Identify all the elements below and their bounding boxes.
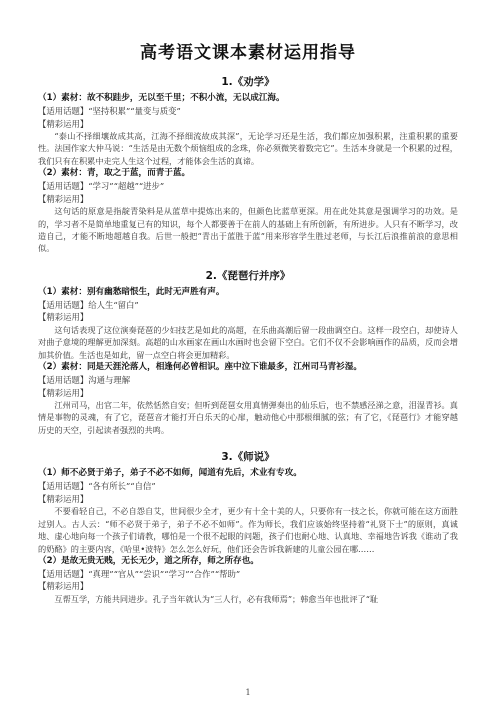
usage-label: 【精彩运用】	[38, 581, 89, 592]
usage-label: 【精彩运用】	[38, 118, 89, 129]
usage-label: 【精彩运用】	[38, 193, 89, 204]
document-body	[38, 70, 458, 605]
usage-paragraph: 不要看轻自己，不必自怨自艾，世间很少全才，更少有十全十美的人，只要你有一技之长，你就可能在这方面胜过别人。古人云：“师不必贤于弟子，弟子不必不如师”。作为师长，我们应该始终坚持着“礼贤下士”的原则，真诚地、虚心地向每一个孩子们请教，哪怕是一个很不起眼的问题，孩子们也耐心地、认真地、幸福地告诉我《谁动了我的奶酪》的主要内容，《哈里•波特》怎么怎么好玩，他们还会告诉我新建的儿童公园在哪……	[38, 506, 458, 554]
usage-paragraph: 江州司马，出官二年，依然恬然自安；但听到琵琶女用真情弹奏出的仙乐后，也不禁感泾涕之意，泪湿青衫。真情是事物的灵魂，有了它，琵琶音才能打开白乐天的心扉，触动他心中那根细腻的弦；有了它，《琵琶行》才能穿越历史的天空，引起读者强烈的共鸣。	[38, 400, 458, 435]
material-line: （2）素材：青，取之于蓝，而青于蓝。	[38, 168, 191, 179]
section-heading: 2.《琵琶行并序》	[205, 269, 291, 282]
usage-label: 【精彩运用】	[38, 312, 89, 323]
usage-paragraph: 这句话表现了这位演奏琵琶的少妇技艺是如此的高超，在乐曲高潮后留一段曲调空白。这样一段空白，却使诗人对曲子意境的理解更加深刻。高超的山水画家在画山水画时也会留下空白。它们不仅不会影响画作的品质，反而会增加其价值。生活也是如此，留一点空白将会更加精彩。	[38, 324, 458, 360]
usage-paragraph: 互帮互学，方能共同进步。孔子当年就认为“三人行，必有我师焉”；韩愈当年也批评了“耻	[54, 593, 379, 604]
usage-paragraph: “泰山不择细壤故成其高，江海不择细流故成其深”，无论学习还是生活，我们都应加强积累，注重积累的重要性。法国作家大仲马说：“生活是由无数个烦恼组成的念珠，你必须微笑着数完它”。生活本身就是一个积累的过程，我们只有在积累中走完人生这个过程，才能体会生活的真谛。	[38, 131, 458, 166]
material-line: （1）素材：别有幽愁暗恨生，此时无声胜有声。	[38, 286, 225, 297]
section-heading: 3.《师说》	[221, 451, 275, 464]
usage-paragraph: 这句话的原意是指靛青染料是从蓝草中提炼出来的，但颜色比蓝草更深。用在此处其意是强调学习的功效。是的，学习者不是简单地重复已有的知识，每个人都要善于在前人的基础上有所创新，有所进步。人只有不断学习，改造自己，才能不断地超越自我。后世一般把“青出于蓝胜于蓝”用来形容学生胜过老师，与长江后浪推前浪的意思相似。	[38, 206, 458, 254]
topic-tag: 【适用话题】“各有所长”“自信”	[38, 481, 156, 492]
material-line: （1）素材：故不积跬步，无以至千里；不积小流，无以成江海。	[38, 93, 285, 103]
section-heading: 1.《劝学》	[221, 76, 275, 88]
topic-tag: 【适用话题】“学习”“超越”“进步”	[38, 181, 165, 192]
topic-tag: 【适用话题】“坚持积累”“量变与质变”	[38, 106, 181, 116]
usage-label: 【精彩运用】	[38, 387, 89, 398]
material-line: （2）素材：同是天涯沦落人，相逢何必曾相识。座中泣下谁最多，江州司马青衫湿。	[38, 362, 362, 373]
page-number: 1	[245, 688, 251, 697]
topic-tag: 【适用话题】沟通与理解	[38, 375, 131, 386]
document-title: 高考语文课本素材运用指导	[140, 43, 356, 63]
topic-tag: 【适用话题】给人生“留白”	[38, 299, 139, 310]
material-line: （2）是故无贵无贱，无长无少，道之所存，师之所存也。	[38, 555, 259, 566]
topic-tag: 【适用话题】“真理”“官从”“尝识”“学习”“合作”“帮助”	[38, 568, 241, 579]
usage-label: 【精彩运用】	[38, 493, 89, 504]
material-line: （1）师不必贤于弟子，弟子不必不如师，闻道有先后，术业有专攻。	[38, 468, 302, 479]
